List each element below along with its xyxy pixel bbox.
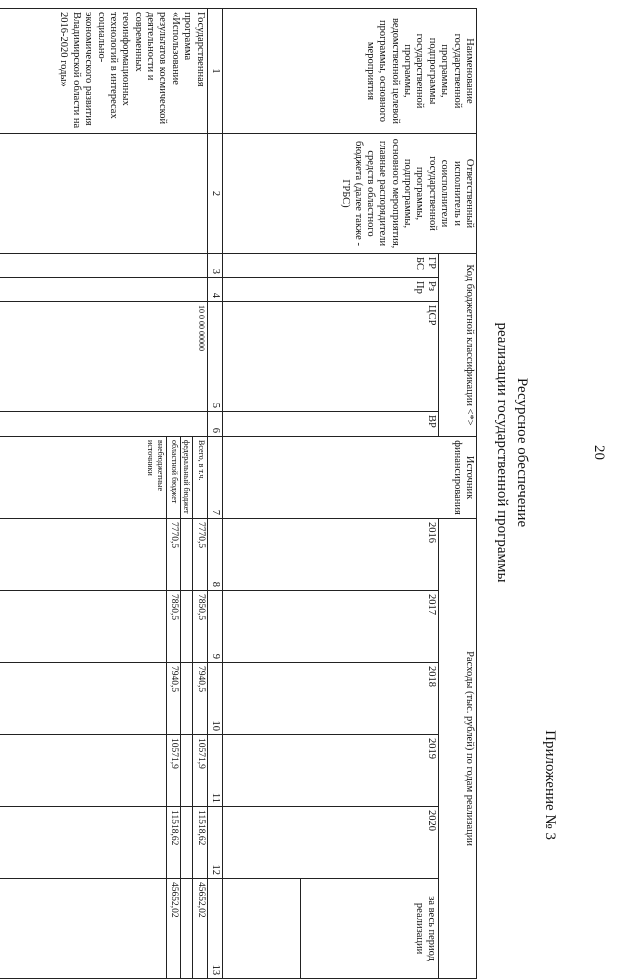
- value-cell: [0, 735, 166, 807]
- vr-header: ВР: [223, 412, 439, 437]
- responsible-column-header: Ответственный исполнитель и соисполнители государственной программы, подпрограммы, основного мероприятия, главные распорядители средств областного бюджета (далее также - ГРБС): [223, 134, 477, 254]
- col-number: 13: [207, 879, 222, 979]
- grbs-header: ГР БС: [223, 254, 439, 278]
- year-2019-header: 2019: [223, 735, 439, 807]
- col-number: 11: [207, 735, 222, 807]
- col-number: 5: [207, 302, 222, 412]
- col-number: 12: [207, 807, 222, 879]
- page-number: 20: [591, 445, 607, 460]
- value-cell: [180, 591, 192, 663]
- value-cell: 11518,62: [193, 807, 207, 879]
- budget-code-header: Код бюджетной классификации <*>: [439, 254, 477, 437]
- value-cell: [180, 663, 192, 735]
- source-cell: внебюджетные источники: [0, 437, 166, 519]
- value-cell: 45652,02: [193, 879, 207, 979]
- col-number: 9: [207, 591, 222, 663]
- vr-cell: [0, 412, 207, 437]
- value-cell: [180, 519, 192, 591]
- value-cell: [180, 735, 192, 807]
- col-number: 4: [207, 278, 222, 302]
- col-number: 2: [207, 134, 222, 254]
- value-cell: [180, 879, 192, 979]
- name-column-header: Наименование государственной программы, подпрограммы государственной программы, ведомственной целевой программы, основного мероприятия: [223, 9, 477, 134]
- source-cell: федеральный бюджет: [180, 437, 192, 519]
- col-number: 7: [207, 437, 222, 519]
- csr-header: ЦСР: [223, 302, 439, 412]
- value-cell: 45652,02: [166, 879, 180, 979]
- grbs-cell: [0, 254, 207, 278]
- value-cell: 10571,9: [166, 735, 180, 807]
- col-number: 6: [207, 412, 222, 437]
- program-name-cell: Государственная программа «Использование результатов космической деятельности и современных геоинформационных технологий в интересах социально-экономического развития Владимирской области на 2016-2020 годы»: [0, 9, 207, 134]
- value-cell: 7770,5: [193, 519, 207, 591]
- value-cell: 7850,5: [193, 591, 207, 663]
- value-cell: 7940,5: [166, 663, 180, 735]
- appendix-label: Приложение № 3: [542, 730, 558, 840]
- rzpr-header: Рз Пр: [223, 278, 439, 302]
- csr-cell: 10 0 00 00000: [0, 302, 207, 412]
- value-cell: 7770,5: [166, 519, 180, 591]
- expenses-header: Расходы (тыс. рублей) по годам реализации: [439, 519, 477, 979]
- year-2018-header: 2018: [223, 663, 439, 735]
- page-title: Ресурсное обеспечение: [514, 377, 530, 528]
- col-number: 1: [207, 9, 222, 134]
- year-2016-header: 2016: [223, 519, 439, 591]
- value-cell: 7940,5: [193, 663, 207, 735]
- year-2020-header: 2020: [223, 807, 439, 879]
- page-subtitle: реализации государственной программы: [494, 322, 510, 583]
- column-number-row: [207, 9, 222, 979]
- total-period-header: за весь период реализации: [301, 879, 439, 979]
- source-column-header: Источник финансирования: [223, 437, 477, 519]
- col-number: 10: [207, 663, 222, 735]
- value-cell: 10571,9: [193, 735, 207, 807]
- col-number: 8: [207, 519, 222, 591]
- value-cell: [0, 663, 166, 735]
- value-cell: 11518,62: [166, 807, 180, 879]
- rzpr-cell: [0, 278, 207, 302]
- source-cell: областной бюджет: [166, 437, 180, 519]
- source-cell: Всего, в т.ч.: [193, 437, 207, 519]
- value-cell: [0, 519, 166, 591]
- resource-table: [0, 8, 477, 979]
- responsible-cell: [0, 134, 207, 254]
- value-cell: 7850,5: [166, 591, 180, 663]
- col-number: 3: [207, 254, 222, 278]
- value-cell: [0, 807, 166, 879]
- value-cell: [0, 879, 166, 979]
- year-2017-header: 2017: [223, 591, 439, 663]
- value-cell: [180, 807, 192, 879]
- header-row-1: [439, 9, 477, 979]
- value-cell: [0, 591, 166, 663]
- table-row: [193, 9, 207, 979]
- total-period-spacer: [223, 879, 301, 979]
